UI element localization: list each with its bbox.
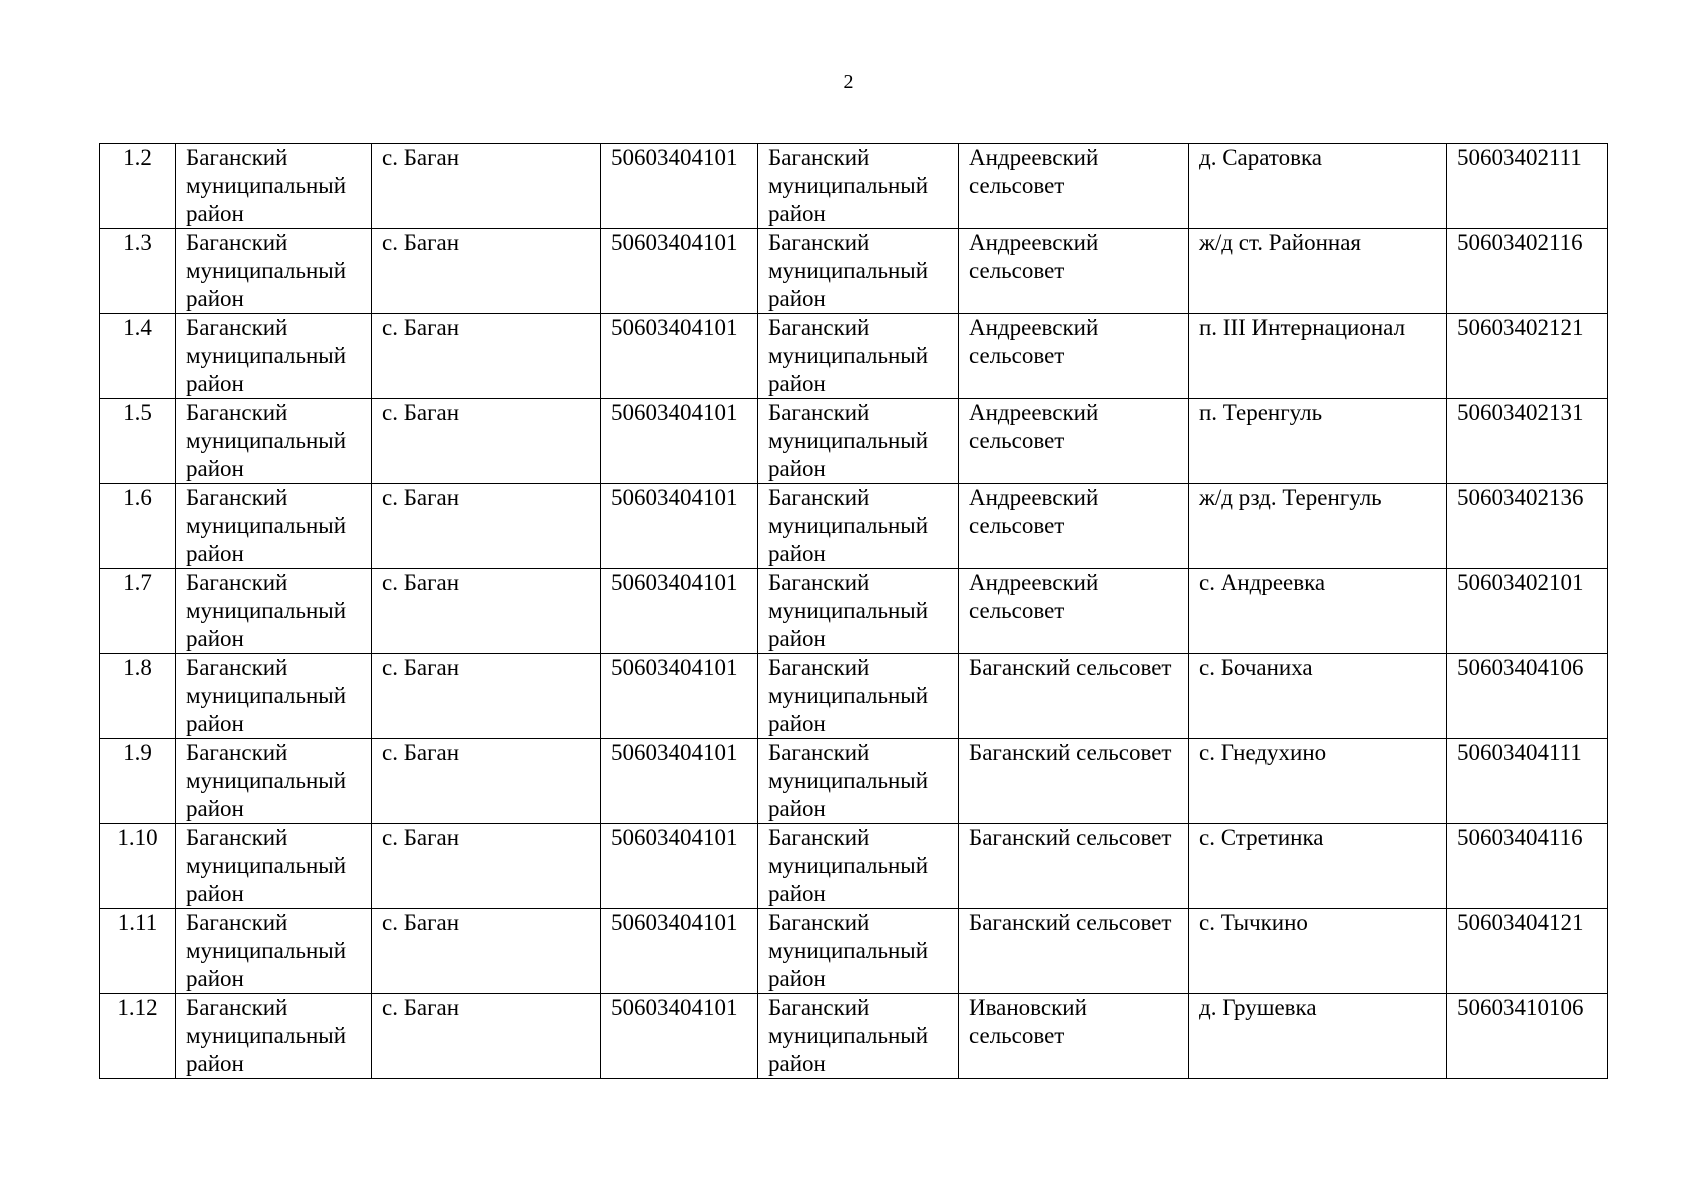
council-cell: Андреевский сельсовет xyxy=(959,399,1189,484)
district2-cell: Баганский муниципальный район xyxy=(758,229,959,314)
council-cell: Баганский сельсовет xyxy=(959,739,1189,824)
center-code-cell: 50603404101 xyxy=(601,994,758,1079)
row-number: 1.12 xyxy=(100,994,176,1079)
center-cell: с. Баган xyxy=(372,399,601,484)
district2-cell: Баганский муниципальный район xyxy=(758,314,959,399)
table-row xyxy=(100,399,1608,484)
settlement-cell: ж/д ст. Районная xyxy=(1189,229,1447,314)
center-code-cell: 50603404101 xyxy=(601,144,758,229)
settlement-code-cell: 50603410106 xyxy=(1447,994,1608,1079)
center-cell: с. Баган xyxy=(372,994,601,1079)
center-cell: с. Баган xyxy=(372,569,601,654)
center-cell: с. Баган xyxy=(372,909,601,994)
district-cell: Баганский муниципальный район xyxy=(176,144,372,229)
council-cell: Андреевский сельсовет xyxy=(959,569,1189,654)
district-cell: Баганский муниципальный район xyxy=(176,229,372,314)
district2-cell: Баганский муниципальный район xyxy=(758,144,959,229)
table-row xyxy=(100,144,1608,229)
center-code-cell: 50603404101 xyxy=(601,399,758,484)
center-cell: с. Баган xyxy=(372,144,601,229)
settlement-cell: д. Саратовка xyxy=(1189,144,1447,229)
row-number: 1.6 xyxy=(100,484,176,569)
row-number: 1.8 xyxy=(100,654,176,739)
settlement-code-cell: 50603404106 xyxy=(1447,654,1608,739)
district-cell: Баганский муниципальный район xyxy=(176,569,372,654)
table-row xyxy=(100,314,1608,399)
table-row xyxy=(100,484,1608,569)
page-number: 2 xyxy=(843,71,854,93)
row-number: 1.10 xyxy=(100,824,176,909)
settlement-code-cell: 50603402136 xyxy=(1447,484,1608,569)
center-code-cell: 50603404101 xyxy=(601,654,758,739)
council-cell: Андреевский сельсовет xyxy=(959,484,1189,569)
center-cell: с. Баган xyxy=(372,824,601,909)
council-cell: Баганский сельсовет xyxy=(959,909,1189,994)
district2-cell: Баганский муниципальный район xyxy=(758,399,959,484)
table-body xyxy=(100,144,1608,1079)
row-number: 1.3 xyxy=(100,229,176,314)
table-row xyxy=(100,909,1608,994)
council-cell: Баганский сельсовет xyxy=(959,654,1189,739)
settlement-code-cell: 50603402111 xyxy=(1447,144,1608,229)
settlements-table xyxy=(99,143,1608,1079)
settlement-code-cell: 50603402131 xyxy=(1447,399,1608,484)
settlement-code-cell: 50603404116 xyxy=(1447,824,1608,909)
table-row xyxy=(100,654,1608,739)
council-cell: Андреевский сельсовет xyxy=(959,314,1189,399)
district-cell: Баганский муниципальный район xyxy=(176,739,372,824)
district2-cell: Баганский муниципальный район xyxy=(758,909,959,994)
row-number: 1.2 xyxy=(100,144,176,229)
center-code-cell: 50603404101 xyxy=(601,229,758,314)
settlement-cell: д. Грушевка xyxy=(1189,994,1447,1079)
center-code-cell: 50603404101 xyxy=(601,739,758,824)
district-cell: Баганский муниципальный район xyxy=(176,994,372,1079)
district2-cell: Баганский муниципальный район xyxy=(758,824,959,909)
center-code-cell: 50603404101 xyxy=(601,314,758,399)
district-cell: Баганский муниципальный район xyxy=(176,824,372,909)
table-row xyxy=(100,739,1608,824)
council-cell: Ивановский сельсовет xyxy=(959,994,1189,1079)
settlement-code-cell: 50603404121 xyxy=(1447,909,1608,994)
district-cell: Баганский муниципальный район xyxy=(176,909,372,994)
settlement-code-cell: 50603402116 xyxy=(1447,229,1608,314)
table-row xyxy=(100,824,1608,909)
district2-cell: Баганский муниципальный район xyxy=(758,484,959,569)
council-cell: Андреевский сельсовет xyxy=(959,144,1189,229)
center-cell: с. Баган xyxy=(372,314,601,399)
district2-cell: Баганский муниципальный район xyxy=(758,654,959,739)
settlement-cell: п. III Интернационал xyxy=(1189,314,1447,399)
council-cell: Баганский сельсовет xyxy=(959,824,1189,909)
center-cell: с. Баган xyxy=(372,229,601,314)
row-number: 1.9 xyxy=(100,739,176,824)
table-row xyxy=(100,569,1608,654)
center-cell: с. Баган xyxy=(372,484,601,569)
settlement-cell: с. Тычкино xyxy=(1189,909,1447,994)
center-cell: с. Баган xyxy=(372,654,601,739)
district-cell: Баганский муниципальный район xyxy=(176,654,372,739)
district-cell: Баганский муниципальный район xyxy=(176,484,372,569)
center-code-cell: 50603404101 xyxy=(601,824,758,909)
settlement-cell: ж/д рзд. Теренгуль xyxy=(1189,484,1447,569)
district2-cell: Баганский муниципальный район xyxy=(758,739,959,824)
district2-cell: Баганский муниципальный район xyxy=(758,994,959,1079)
table-row xyxy=(100,229,1608,314)
settlement-code-cell: 50603404111 xyxy=(1447,739,1608,824)
settlement-code-cell: 50603402101 xyxy=(1447,569,1608,654)
district2-cell: Баганский муниципальный район xyxy=(758,569,959,654)
settlement-cell: с. Андреевка xyxy=(1189,569,1447,654)
row-number: 1.11 xyxy=(100,909,176,994)
row-number: 1.7 xyxy=(100,569,176,654)
row-number: 1.5 xyxy=(100,399,176,484)
row-number: 1.4 xyxy=(100,314,176,399)
settlement-cell: с. Гнедухино xyxy=(1189,739,1447,824)
table-row xyxy=(100,994,1608,1079)
council-cell: Андреевский сельсовет xyxy=(959,229,1189,314)
settlement-cell: с. Бочаниха xyxy=(1189,654,1447,739)
district-cell: Баганский муниципальный район xyxy=(176,314,372,399)
settlement-cell: п. Теренгуль xyxy=(1189,399,1447,484)
center-code-cell: 50603404101 xyxy=(601,909,758,994)
center-code-cell: 50603404101 xyxy=(601,569,758,654)
center-code-cell: 50603404101 xyxy=(601,484,758,569)
settlement-cell: с. Стретинка xyxy=(1189,824,1447,909)
center-cell: с. Баган xyxy=(372,739,601,824)
settlement-code-cell: 50603402121 xyxy=(1447,314,1608,399)
district-cell: Баганский муниципальный район xyxy=(176,399,372,484)
